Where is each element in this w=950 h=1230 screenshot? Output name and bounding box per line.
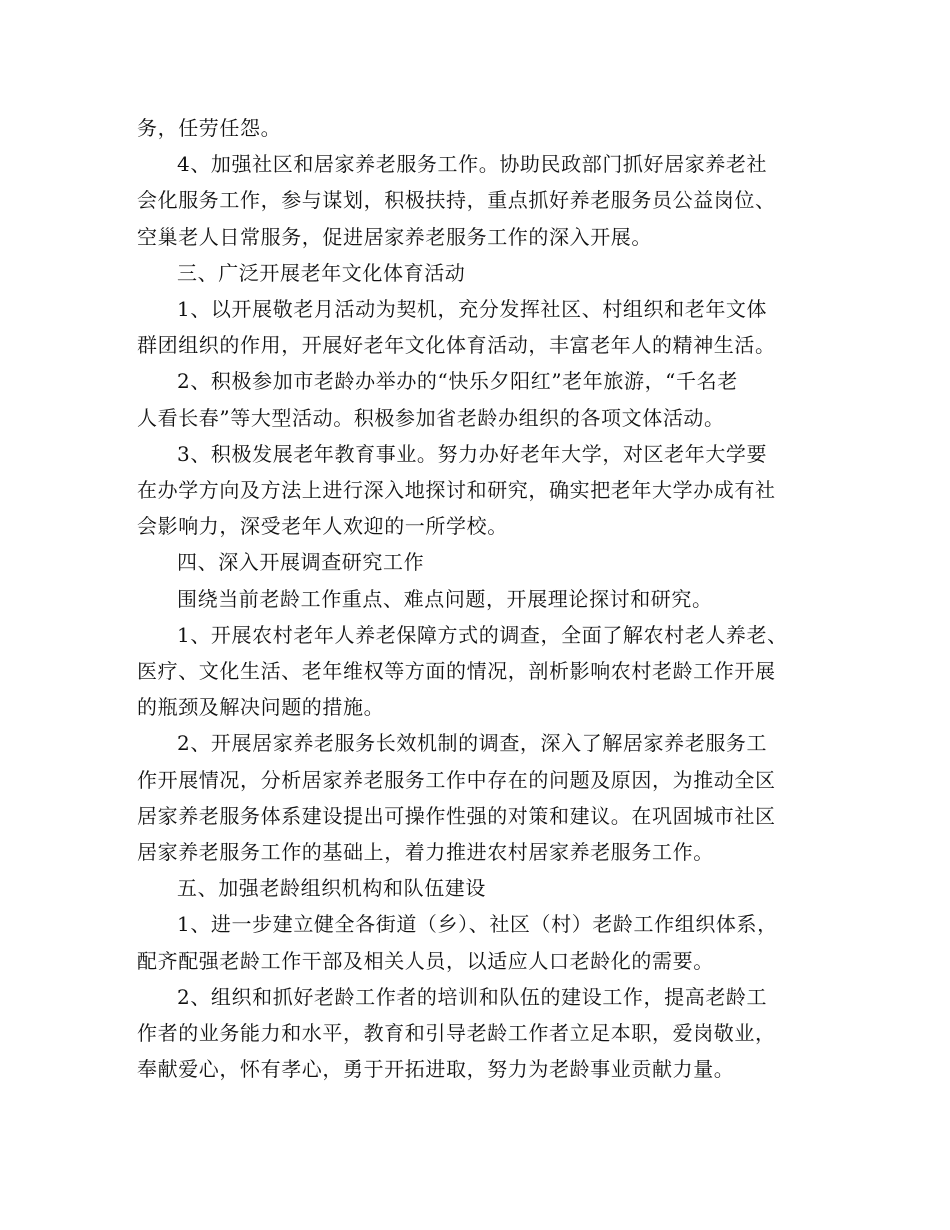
text-line: 作开展情况，分析居家养老服务工作中存在的问题及原因，为推动全区 [137,767,776,792]
text-line: 1、进一步建立健全各街道（乡）、社区（村）老龄工作组织体系， [177,912,778,937]
text-line: 务，任劳任怨。 [137,116,282,140]
paragraph [137,544,827,580]
text-line: 居家养老服务体系建设提出可操作性强的对策和建议。在巩固城市社区 [137,803,776,828]
text-line: 作者的业务能力和水平，教育和引导老龄工作者立足本职，爱岗敬业， [137,1021,776,1046]
text-line: 在办学方向及方法上进行深入地探讨和研究，确实把老年大学办成有社 [137,478,776,503]
paragraph [137,363,827,435]
paragraph [137,725,827,870]
text-line: 1、开展农村老年人养老保障方式的调查，全面了解农村老人养老、 [177,622,788,647]
text-line: 2、积极参加市老龄办举办的“快乐夕阳红”老年旅游，“千名老 [177,369,738,394]
text-line: 的瓶颈及解决问题的措施。 [137,695,385,720]
text-line: 2、组织和抓好老龄工作者的培训和队伍的建设工作，提高老龄工 [177,984,768,1009]
text-line: 配齐配强老龄工作干部及相关人员，以适应人口老龄化的需要。 [137,948,714,973]
text-line: 会化服务工作，参与谋划，积极扶持，重点抓好养老服务员公益岗位、 [137,188,776,213]
text-line: 居家养老服务工作的基础上，着力推进农村居家养老服务工作。 [137,840,714,865]
paragraph [137,906,827,978]
text-line: 医疗、文化生活、老年维权等方面的情况，剖析影响农村老龄工作开展 [137,659,776,684]
paragraph [137,110,827,146]
paragraph [137,436,827,545]
paragraph [137,146,827,255]
text-line: 空巢老人日常服务，促进居家养老服务工作的深入开展。 [137,224,652,249]
text-line: 群团组织的作用，开展好老年文化体育活动，丰富老年人的精神生活。 [137,333,776,358]
paragraph [137,291,827,363]
text-line: 4、加强社区和居家养老服务工作。协助民政部门抓好居家养老社 [177,152,768,177]
text-line: 五、加强老龄组织机构和队伍建设 [177,876,486,901]
text-line: 3、积极发展老年教育事业。努力办好老年大学，对区老年大学要 [177,441,768,466]
text-line: 人看长春”等大型活动。积极参加省老龄办组织的各项文体活动。 [137,405,725,430]
paragraph [137,979,827,1088]
paragraph [137,870,827,906]
text-line: 围绕当前老龄工作重点、难点问题，开展理论探讨和研究。 [177,586,713,611]
text-line: 四、深入开展调查研究工作 [177,550,425,575]
paragraph [137,255,827,291]
text-line: 会影响力，深受老年人欢迎的一所学校。 [137,514,508,539]
paragraph [137,581,827,617]
text-line: 2、开展居家养老服务长效机制的调查，深入了解居家养老服务工 [177,731,768,756]
document-body [137,110,827,1087]
text-line: 三、广泛开展老年文化体育活动 [177,260,466,285]
text-line: 1、以开展敬老月活动为契机，充分发挥社区、村组织和老年文体 [177,297,768,322]
text-line: 奉献爱心，怀有孝心，勇于开拓进取，努力为老龄事业贡献力量。 [137,1057,735,1082]
paragraph [137,617,827,726]
